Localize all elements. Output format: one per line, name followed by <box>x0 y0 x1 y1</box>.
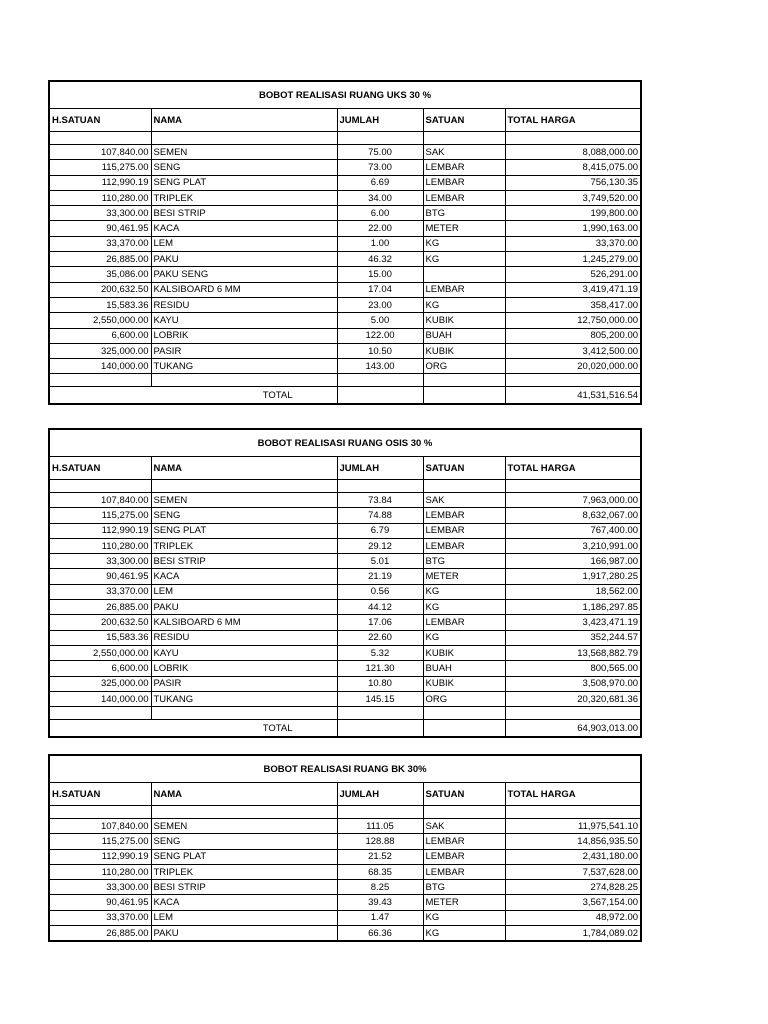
cell-h-satuan[interactable]: 15,583.36 <box>49 297 151 312</box>
cell-satuan[interactable]: KUBIK <box>423 313 505 328</box>
cell-nama[interactable]: SEMEN <box>151 145 337 160</box>
cell-nama[interactable]: LOBRIK <box>151 328 337 343</box>
cell-jumlah[interactable]: 10.80 <box>337 676 423 691</box>
cell-h-satuan[interactable]: 33,370.00 <box>49 236 151 251</box>
cell-nama[interactable]: BESI STRIP <box>151 554 337 569</box>
cell-satuan[interactable]: ORG <box>423 359 505 374</box>
table-row <box>49 849 641 864</box>
cell-h-satuan[interactable]: 115,275.00 <box>49 160 151 175</box>
cell-h-satuan[interactable]: 107,840.00 <box>49 493 151 508</box>
cell-satuan[interactable]: KG <box>423 584 505 599</box>
table-row <box>49 895 641 910</box>
cell-jumlah[interactable]: 1.47 <box>337 910 423 925</box>
table-title[interactable]: BOBOT REALISASI RUANG UKS 30 % <box>49 81 641 109</box>
cell-h-satuan[interactable]: 325,000.00 <box>49 676 151 691</box>
cell-jumlah[interactable]: 143.00 <box>337 359 423 374</box>
cell-h-satuan[interactable]: 107,840.00 <box>49 819 151 834</box>
cell-total-harga[interactable]: 800,565.00 <box>505 661 641 676</box>
cell-jumlah[interactable]: 22.60 <box>337 630 423 645</box>
table-row <box>49 691 641 706</box>
cell-jumlah[interactable]: 17.06 <box>337 615 423 630</box>
cell-total-harga[interactable]: 13,568,882.79 <box>505 645 641 660</box>
header-satuan[interactable]: SATUAN <box>423 109 505 132</box>
cell-nama[interactable]: LEM <box>151 910 337 925</box>
table-row <box>49 584 641 599</box>
total-value[interactable]: 41,531,516.54 <box>505 387 641 405</box>
table-row <box>49 190 641 205</box>
cell-satuan[interactable]: KG <box>423 236 505 251</box>
cell-nama[interactable]: SEMEN <box>151 493 337 508</box>
cell-total-harga[interactable]: 358,417.00 <box>505 297 641 312</box>
cell-satuan[interactable]: METER <box>423 895 505 910</box>
cell-jumlah[interactable]: 6.00 <box>337 206 423 221</box>
cell-h-satuan[interactable]: 115,275.00 <box>49 834 151 849</box>
table-row <box>49 282 641 297</box>
cell-satuan[interactable]: ORG <box>423 691 505 706</box>
cell-nama[interactable]: KAYU <box>151 313 337 328</box>
cell-jumlah[interactable]: 21.19 <box>337 569 423 584</box>
cell-satuan[interactable]: KUBIK <box>423 645 505 660</box>
cell-satuan[interactable]: KUBIK <box>423 343 505 358</box>
cell-nama[interactable]: TRIPLEK <box>151 538 337 553</box>
cell-jumlah[interactable]: 5.00 <box>337 313 423 328</box>
cell-nama[interactable]: KACA <box>151 569 337 584</box>
cell-total-harga[interactable]: 274,828.25 <box>505 880 641 895</box>
cell-total-harga[interactable]: 11,975,541.10 <box>505 819 641 834</box>
table-row <box>49 175 641 190</box>
cell-total-harga[interactable]: 526,291.00 <box>505 267 641 282</box>
cell-jumlah[interactable]: 75.00 <box>337 145 423 160</box>
cell-h-satuan[interactable]: 15,583.36 <box>49 630 151 645</box>
cell-h-satuan[interactable]: 200,632.50 <box>49 615 151 630</box>
cell-h-satuan[interactable]: 112,990.19 <box>49 175 151 190</box>
cell-satuan[interactable]: SAK <box>423 493 505 508</box>
cell-jumlah[interactable]: 21.52 <box>337 849 423 864</box>
cell-nama[interactable]: KACA <box>151 221 337 236</box>
cell-total-harga[interactable]: 352,244.57 <box>505 630 641 645</box>
cell-h-satuan[interactable]: 35,086.00 <box>49 267 151 282</box>
cell-total-harga[interactable]: 20,020,000.00 <box>505 359 641 374</box>
cell-total-harga[interactable]: 3,412,500.00 <box>505 343 641 358</box>
spreadsheet-table <box>48 80 642 405</box>
cell-h-satuan[interactable]: 200,632.50 <box>49 282 151 297</box>
cell-total-harga[interactable]: 1,245,279.00 <box>505 252 641 267</box>
table-row <box>49 538 641 553</box>
cell-h-satuan[interactable]: 110,280.00 <box>49 190 151 205</box>
cell-total-harga[interactable]: 18,562.00 <box>505 584 641 599</box>
cell-total-harga[interactable]: 199,800.00 <box>505 206 641 221</box>
cell-nama[interactable]: PASIR <box>151 676 337 691</box>
cell-satuan[interactable]: LEMBAR <box>423 523 505 538</box>
cell-satuan[interactable]: LEMBAR <box>423 508 505 523</box>
cell-h-satuan[interactable]: 33,300.00 <box>49 554 151 569</box>
cell-h-satuan[interactable]: 112,990.19 <box>49 849 151 864</box>
cell-jumlah[interactable]: 15.00 <box>337 267 423 282</box>
cell-total-harga[interactable]: 14,856,935.50 <box>505 834 641 849</box>
cell-total-harga[interactable]: 1,784,089.02 <box>505 926 641 942</box>
table-row <box>49 267 641 282</box>
cell-satuan[interactable]: LEMBAR <box>423 282 505 297</box>
table-row <box>49 569 641 584</box>
total-label[interactable]: TOTAL <box>49 387 337 405</box>
cell-h-satuan[interactable]: 26,885.00 <box>49 926 151 942</box>
header-satuan[interactable]: SATUAN <box>423 783 505 806</box>
table-row <box>49 554 641 569</box>
cell-jumlah[interactable]: 1.00 <box>337 236 423 251</box>
cell-satuan[interactable]: KG <box>423 926 505 942</box>
cell-nama[interactable]: KAYU <box>151 645 337 660</box>
cell-h-satuan[interactable]: 26,885.00 <box>49 252 151 267</box>
table-row <box>49 523 641 538</box>
cell-total-harga[interactable]: 48,972.00 <box>505 910 641 925</box>
cell-satuan[interactable]: BTG <box>423 206 505 221</box>
cell-satuan[interactable]: BUAH <box>423 328 505 343</box>
spreadsheet-table <box>48 754 642 942</box>
cell-nama[interactable]: KALSIBOARD 6 MM <box>151 615 337 630</box>
cell-satuan[interactable]: LEMBAR <box>423 538 505 553</box>
cell-nama[interactable]: SEMEN <box>151 819 337 834</box>
table-row <box>49 819 641 834</box>
cell-satuan[interactable]: BTG <box>423 880 505 895</box>
table-osis <box>48 428 640 738</box>
cell-jumlah[interactable]: 8.25 <box>337 880 423 895</box>
cell-satuan[interactable]: METER <box>423 221 505 236</box>
cell-jumlah[interactable]: 68.35 <box>337 864 423 879</box>
cell-h-satuan[interactable]: 2,550,000.00 <box>49 645 151 660</box>
cell-h-satuan[interactable]: 90,461.95 <box>49 895 151 910</box>
cell-h-satuan[interactable]: 112,990.19 <box>49 523 151 538</box>
cell-h-satuan[interactable]: 6,600.00 <box>49 328 151 343</box>
cell-total-harga[interactable]: 7,963,000.00 <box>505 493 641 508</box>
cell-nama[interactable]: BESI STRIP <box>151 880 337 895</box>
table-row <box>49 615 641 630</box>
table-row <box>49 508 641 523</box>
cell-nama[interactable]: KALSIBOARD 6 MM <box>151 282 337 297</box>
cell-h-satuan[interactable]: 2,550,000.00 <box>49 313 151 328</box>
cell-total-harga[interactable]: 3,508,970.00 <box>505 676 641 691</box>
cell-total-harga[interactable]: 1,917,280.25 <box>505 569 641 584</box>
table-row <box>49 145 641 160</box>
table-row <box>49 864 641 879</box>
cell-h-satuan[interactable]: 140,000.00 <box>49 691 151 706</box>
table-uks <box>48 80 640 405</box>
cell-nama[interactable]: SENG PLAT <box>151 523 337 538</box>
cell-nama[interactable]: PASIR <box>151 343 337 358</box>
cell-satuan[interactable]: BUAH <box>423 661 505 676</box>
cell-jumlah[interactable]: 66.36 <box>337 926 423 942</box>
cell-jumlah[interactable]: 29.12 <box>337 538 423 553</box>
header-jumlah[interactable]: JUMLAH <box>337 457 423 480</box>
table-row <box>49 834 641 849</box>
cell-satuan[interactable]: KG <box>423 600 505 615</box>
table-bk <box>48 754 640 942</box>
cell-total-harga[interactable]: 8,088,000.00 <box>505 145 641 160</box>
cell-jumlah[interactable]: 39.43 <box>337 895 423 910</box>
cell-jumlah[interactable]: 22.00 <box>337 221 423 236</box>
cell-total-harga[interactable]: 166,987.00 <box>505 554 641 569</box>
table-row <box>49 630 641 645</box>
cell-jumlah[interactable]: 5.32 <box>337 645 423 660</box>
cell-nama[interactable]: SENG <box>151 834 337 849</box>
cell-satuan[interactable]: LEMBAR <box>423 864 505 879</box>
cell-jumlah[interactable]: 10.50 <box>337 343 423 358</box>
header-satuan[interactable]: SATUAN <box>423 457 505 480</box>
cell-nama[interactable]: SENG <box>151 508 337 523</box>
cell-satuan[interactable]: KG <box>423 630 505 645</box>
table-row <box>49 160 641 175</box>
cell-nama[interactable]: PAKU <box>151 600 337 615</box>
cell-jumlah[interactable]: 145.15 <box>337 691 423 706</box>
cell-jumlah[interactable]: 23.00 <box>337 297 423 312</box>
cell-nama[interactable]: SENG PLAT <box>151 175 337 190</box>
cell-h-satuan[interactable]: 33,370.00 <box>49 910 151 925</box>
cell-total-harga[interactable]: 8,632,067.00 <box>505 508 641 523</box>
cell-h-satuan[interactable]: 33,370.00 <box>49 584 151 599</box>
cell-total-harga[interactable]: 8,415,075.00 <box>505 160 641 175</box>
table-row <box>49 926 641 942</box>
cell-satuan[interactable]: LEMBAR <box>423 849 505 864</box>
cell-nama[interactable]: LOBRIK <box>151 661 337 676</box>
cell-total-harga[interactable]: 3,567,154.00 <box>505 895 641 910</box>
cell-h-satuan[interactable]: 90,461.95 <box>49 221 151 236</box>
cell-h-satuan[interactable]: 110,280.00 <box>49 538 151 553</box>
header-jumlah[interactable]: JUMLAH <box>337 783 423 806</box>
cell-nama[interactable]: TUKANG <box>151 691 337 706</box>
table-row <box>49 661 641 676</box>
cell-h-satuan[interactable]: 90,461.95 <box>49 569 151 584</box>
header-total-harga[interactable]: TOTAL HARGA <box>505 783 641 806</box>
cell-jumlah[interactable]: 6.69 <box>337 175 423 190</box>
cell-nama[interactable]: TRIPLEK <box>151 190 337 205</box>
total-label[interactable]: TOTAL <box>49 720 337 738</box>
cell-total-harga[interactable]: 12,750,000.00 <box>505 313 641 328</box>
cell-total-harga[interactable]: 3,419,471.19 <box>505 282 641 297</box>
table-row <box>49 880 641 895</box>
table-row <box>49 910 641 925</box>
cell-satuan[interactable]: LEMBAR <box>423 615 505 630</box>
table-row <box>49 493 641 508</box>
cell-total-harga[interactable]: 20,320,681.36 <box>505 691 641 706</box>
cell-h-satuan[interactable]: 115,275.00 <box>49 508 151 523</box>
cell-jumlah[interactable]: 0.56 <box>337 584 423 599</box>
cell-jumlah[interactable]: 111.05 <box>337 819 423 834</box>
total-value[interactable]: 64,903,013.00 <box>505 720 641 738</box>
cell-nama[interactable]: KACA <box>151 895 337 910</box>
cell-total-harga[interactable]: 1,990,163.00 <box>505 221 641 236</box>
cell-nama[interactable]: TUKANG <box>151 359 337 374</box>
cell-total-harga[interactable]: 805,200.00 <box>505 328 641 343</box>
table-row <box>49 600 641 615</box>
header-h-satuan[interactable]: H.SATUAN <box>49 783 151 806</box>
header-h-satuan[interactable]: H.SATUAN <box>49 457 151 480</box>
cell-satuan[interactable] <box>423 267 505 282</box>
table-row <box>49 236 641 251</box>
cell-nama[interactable]: TRIPLEK <box>151 864 337 879</box>
cell-h-satuan[interactable]: 6,600.00 <box>49 661 151 676</box>
cell-h-satuan[interactable]: 107,840.00 <box>49 145 151 160</box>
cell-satuan[interactable]: LEMBAR <box>423 160 505 175</box>
cell-jumlah[interactable]: 17.04 <box>337 282 423 297</box>
spreadsheet-table <box>48 428 642 738</box>
table-row <box>49 206 641 221</box>
cell-satuan[interactable]: SAK <box>423 819 505 834</box>
cell-nama[interactable]: PAKU SENG <box>151 267 337 282</box>
header-jumlah[interactable]: JUMLAH <box>337 109 423 132</box>
cell-satuan[interactable]: KUBIK <box>423 676 505 691</box>
cell-jumlah[interactable]: 46.32 <box>337 252 423 267</box>
table-row <box>49 328 641 343</box>
cell-jumlah[interactable]: 74.88 <box>337 508 423 523</box>
cell-nama[interactable]: LEM <box>151 584 337 599</box>
cell-total-harga[interactable]: 3,423,471.19 <box>505 615 641 630</box>
cell-satuan[interactable]: LEMBAR <box>423 175 505 190</box>
table-row <box>49 645 641 660</box>
cell-h-satuan[interactable]: 26,885.00 <box>49 600 151 615</box>
cell-total-harga[interactable]: 3,210,991.00 <box>505 538 641 553</box>
cell-nama[interactable]: BESI STRIP <box>151 206 337 221</box>
cell-jumlah[interactable]: 73.00 <box>337 160 423 175</box>
cell-nama[interactable]: RESIDU <box>151 297 337 312</box>
cell-nama[interactable]: PAKU <box>151 252 337 267</box>
table-row <box>49 297 641 312</box>
cell-jumlah[interactable]: 122.00 <box>337 328 423 343</box>
cell-jumlah[interactable]: 73.84 <box>337 493 423 508</box>
cell-h-satuan[interactable]: 33,300.00 <box>49 206 151 221</box>
table-row <box>49 676 641 691</box>
cell-total-harga[interactable]: 767,400.00 <box>505 523 641 538</box>
header-h-satuan[interactable]: H.SATUAN <box>49 109 151 132</box>
header-total-harga[interactable]: TOTAL HARGA <box>505 457 641 480</box>
cell-jumlah[interactable]: 34.00 <box>337 190 423 205</box>
cell-jumlah[interactable]: 6.79 <box>337 523 423 538</box>
cell-h-satuan[interactable]: 325,000.00 <box>49 343 151 358</box>
cell-h-satuan[interactable]: 110,280.00 <box>49 864 151 879</box>
header-nama[interactable]: NAMA <box>151 457 337 480</box>
cell-total-harga[interactable]: 3,749,520.00 <box>505 190 641 205</box>
cell-nama[interactable]: SENG <box>151 160 337 175</box>
table-row <box>49 221 641 236</box>
cell-satuan[interactable]: SAK <box>423 145 505 160</box>
cell-nama[interactable]: LEM <box>151 236 337 251</box>
header-nama[interactable]: NAMA <box>151 109 337 132</box>
cell-total-harga[interactable]: 1,186,297.85 <box>505 600 641 615</box>
cell-h-satuan[interactable]: 140,000.00 <box>49 359 151 374</box>
table-row <box>49 313 641 328</box>
cell-nama[interactable]: RESIDU <box>151 630 337 645</box>
cell-jumlah[interactable]: 44.12 <box>337 600 423 615</box>
cell-satuan[interactable]: BTG <box>423 554 505 569</box>
cell-jumlah[interactable]: 121.30 <box>337 661 423 676</box>
cell-satuan[interactable]: LEMBAR <box>423 190 505 205</box>
header-total-harga[interactable]: TOTAL HARGA <box>505 109 641 132</box>
cell-jumlah[interactable]: 5.01 <box>337 554 423 569</box>
table-title[interactable]: BOBOT REALISASI RUANG OSIS 30 % <box>49 429 641 457</box>
cell-nama[interactable]: PAKU <box>151 926 337 942</box>
cell-total-harga[interactable]: 2,431,180.00 <box>505 849 641 864</box>
cell-total-harga[interactable]: 756,130.35 <box>505 175 641 190</box>
cell-jumlah[interactable]: 128.88 <box>337 834 423 849</box>
cell-satuan[interactable]: KG <box>423 297 505 312</box>
table-row <box>49 252 641 267</box>
cell-satuan[interactable]: KG <box>423 252 505 267</box>
cell-satuan[interactable]: METER <box>423 569 505 584</box>
cell-total-harga[interactable]: 7,537,628.00 <box>505 864 641 879</box>
header-nama[interactable]: NAMA <box>151 783 337 806</box>
cell-h-satuan[interactable]: 33,300.00 <box>49 880 151 895</box>
cell-total-harga[interactable]: 33,370.00 <box>505 236 641 251</box>
cell-satuan[interactable]: LEMBAR <box>423 834 505 849</box>
cell-satuan[interactable]: KG <box>423 910 505 925</box>
table-row <box>49 343 641 358</box>
table-row <box>49 359 641 374</box>
cell-nama[interactable]: SENG PLAT <box>151 849 337 864</box>
table-title[interactable]: BOBOT REALISASI RUANG BK 30% <box>49 755 641 783</box>
